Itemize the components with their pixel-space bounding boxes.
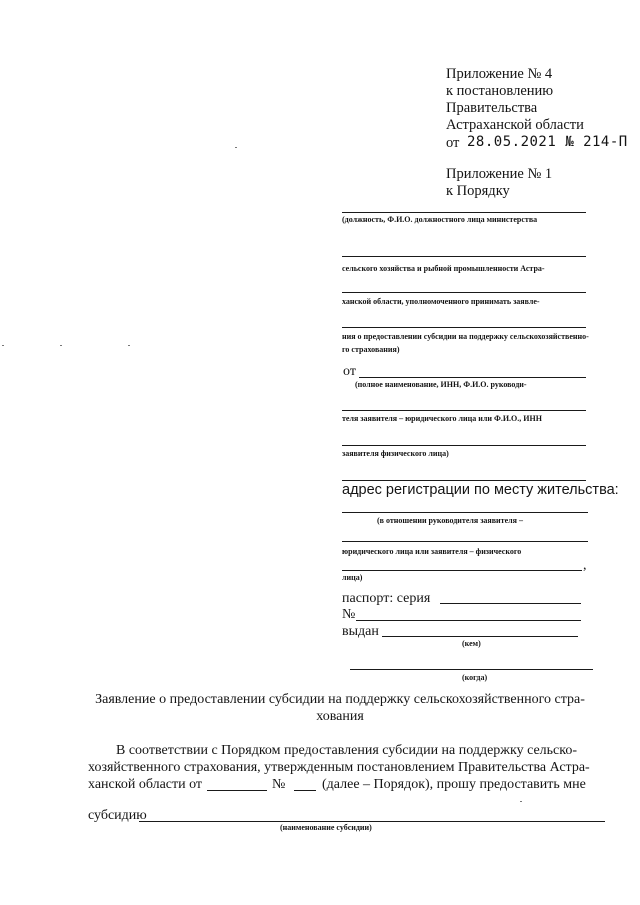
- address-comma: ,: [583, 558, 587, 573]
- addressee-line-2: [342, 256, 586, 257]
- applicant-line-4: [342, 480, 586, 481]
- scan-speck: [235, 147, 237, 148]
- addressee-line-4: [342, 327, 586, 328]
- address-label: адрес регистрации по месту жительства:: [342, 482, 619, 498]
- subsidy-hint: (наименование субсидии): [280, 823, 372, 832]
- appendix-1-line-1: Приложение № 1: [446, 166, 553, 182]
- subsidy-label: субсидию: [88, 808, 147, 823]
- date-prefix: от: [446, 135, 460, 151]
- paragraph-line-3-b: №: [272, 777, 286, 792]
- statement-title-line-2: хования: [316, 709, 364, 724]
- paragraph-line-2: хозяйственного страхования, утвержденным постановлением Правительства Астра-: [88, 760, 590, 775]
- addressee-hint-3: ханской области, уполномоченного принимать заявле-: [342, 297, 540, 306]
- appendix-1-line-2: к Порядку: [446, 183, 510, 199]
- addressee-hint-4: ния о предоставлении субсидии на поддержку сельскохозяйственно-: [342, 332, 589, 341]
- applicant-line-3: [342, 445, 586, 446]
- address-line-3: [342, 570, 582, 571]
- issued-when-line: [350, 669, 593, 670]
- passport-label: паспорт: серия: [342, 591, 431, 606]
- scan-speck: [128, 345, 130, 346]
- applicant-hint-3: заявителя физического лица): [342, 449, 449, 458]
- number-label: №: [342, 607, 356, 622]
- appendix-4-line-1: Приложение № 4: [446, 66, 553, 82]
- issued-label: выдан: [342, 624, 379, 639]
- number-fill-line: [294, 790, 316, 791]
- addressee-hint-2: сельского хозяйства и рыбной промышленности Астра-: [342, 264, 545, 273]
- paragraph-line-3-a: ханской области от: [88, 777, 203, 792]
- passport-series-line: [440, 603, 581, 604]
- applicant-hint-2: теля заявителя – юридического лица или Ф.И.О., ИНН: [342, 414, 542, 423]
- address-line-2: [342, 541, 588, 542]
- from-label: от: [343, 364, 356, 379]
- scan-speck: [2, 345, 4, 346]
- appendix-4-line-4: Астраханской области: [446, 117, 584, 133]
- date-fill-line: [207, 790, 267, 791]
- applicant-line-1: [359, 377, 586, 378]
- address-line-1: [342, 512, 588, 513]
- address-hint-3: лица): [342, 573, 363, 582]
- issued-by-hint: (кем): [462, 639, 481, 648]
- addressee-hint-5: го страхования): [342, 345, 400, 354]
- issued-when-hint: (когда): [462, 673, 488, 682]
- subsidy-line: [139, 821, 605, 822]
- paragraph-line-3-c: (далее – Порядок), прошу предоставить мне: [322, 777, 586, 792]
- scan-speck: [60, 345, 62, 346]
- date-stamp: 28.05.2021 № 214-П: [467, 134, 628, 150]
- paragraph-line-1: В соответствии с Порядком предоставления субсидии на поддержку сельско-: [116, 743, 578, 758]
- address-hint-2: юридического лица или заявителя – физического: [342, 547, 522, 556]
- address-hint-1: (в отношении руководителя заявителя –: [377, 516, 523, 525]
- statement-title-line-1: Заявление о предоставлении субсидии на поддержку сельскохозяйственного стра-: [95, 692, 585, 707]
- appendix-4-line-2: к постановлению: [446, 83, 554, 99]
- addressee-hint-1: (должность, Ф.И.О. должностного лица министерства: [342, 215, 538, 224]
- applicant-line-2: [342, 410, 586, 411]
- scan-speck: [520, 801, 522, 802]
- addressee-line-3: [342, 292, 586, 293]
- applicant-hint-1: (полное наименование, ИНН, Ф.И.О. руководи-: [355, 380, 527, 389]
- appendix-4-line-3: Правительства: [446, 100, 538, 116]
- passport-number-line: [356, 620, 581, 621]
- addressee-line-1: [342, 212, 586, 213]
- issued-by-line: [382, 636, 578, 637]
